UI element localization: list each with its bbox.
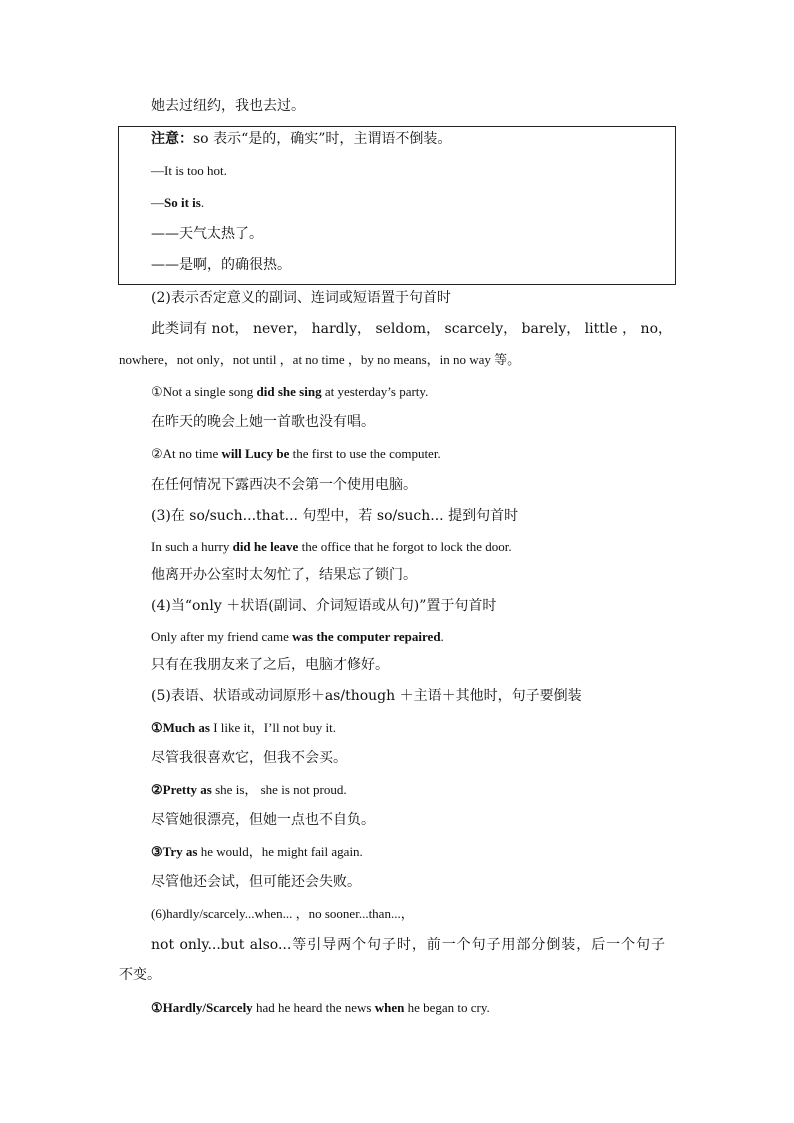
ex1-bold: did she sing (256, 384, 322, 399)
section6-line2: 不变。 (119, 967, 161, 983)
section5-example3-cn: 尽管他还会试，但可能还会失败。 (151, 874, 361, 890)
section6-line1: not only...but also...等引导两个句子时，前一个句子用部分倒装，后一个句子 (151, 937, 665, 953)
note-dialog-1: —It is too hot. (151, 163, 227, 178)
section5-title: (5)表语、状语或动词原形＋as/though ＋主语＋其他时，句子要倒装 (151, 688, 582, 704)
s4-suffix: . (440, 629, 444, 644)
section3-example (151, 538, 512, 556)
section2-example1 (151, 383, 428, 401)
ex2-prefix: ②At no time (151, 446, 222, 461)
section6-title: (6)hardly/scarcely...when... ，no sooner...than...， (151, 906, 414, 921)
s3-suffix: the office that he forgot to lock the door. (298, 539, 512, 554)
s3-prefix: In such a hurry (151, 539, 233, 554)
note-dialog-2 (151, 194, 204, 212)
section4-example (151, 628, 444, 646)
note-dialog-2-dash: — (151, 195, 164, 210)
section3-example-cn: 他离开办公室时太匆忙了，结果忘了锁门。 (151, 567, 417, 583)
note-dialog-2-bold: So it is (164, 195, 201, 210)
section5-example3 (151, 843, 363, 861)
s5-ex2-bold: ②Pretty as (151, 782, 212, 797)
note-label: 注意： (151, 131, 193, 147)
section6-example1 (151, 999, 490, 1017)
section2-example2-cn: 在任何情况下露西决不会第一个使用电脑。 (151, 477, 417, 493)
ex1-prefix: ①Not a single song (151, 384, 257, 399)
section2-line2: nowhere，not only，not until ，at no time ，by no means，in no way 等。 (119, 352, 521, 367)
section4-title: (4)当“only ＋状语(副词、介词短语或从句)”置于句首时 (151, 598, 497, 614)
s4-prefix: Only after my friend came (151, 629, 293, 644)
s5-ex1-suffix: I like it，I’ll not buy it. (209, 720, 336, 735)
section3-title: (3)在 so/such...that... 句型中，若 so/such... 提到句首时 (151, 508, 519, 524)
section2-title: (2)表示否定意义的副词、连词或短语置于句首时 (151, 290, 451, 306)
s4-bold: was the computer repaired (292, 629, 441, 644)
s5-ex2-suffix: she is， she is not proud. (211, 782, 347, 797)
section2-example2 (151, 445, 441, 463)
section5-example2-cn: 尽管她很漂亮，但她一点也不自负。 (151, 812, 375, 828)
s6-ex1-bold-a: ①Hardly/Scarcely (151, 1000, 253, 1015)
note-title (151, 130, 451, 148)
s3-bold: did he leave (232, 539, 299, 554)
ex2-bold: will Lucy be (221, 446, 290, 461)
section5-example2 (151, 781, 347, 799)
section4-example-cn: 只有在我朋友来了之后，电脑才修好。 (151, 657, 389, 673)
intro-text: 她去过纽约，我也去过。 (151, 98, 305, 114)
s6-ex1-mid: had he heard the news (252, 1000, 375, 1015)
ex1-suffix: at yesterday’s party. (321, 384, 429, 399)
s5-ex3-bold: ③Try as (151, 844, 198, 859)
s6-ex1-suffix: he began to cry. (404, 1000, 490, 1015)
section5-example1-cn: 尽管我很喜欢它，但我不会买。 (151, 750, 347, 766)
s6-ex1-bold-b: when (374, 1000, 405, 1015)
note-text: so 表示“是的，确实”时，主谓语不倒装。 (193, 131, 452, 147)
section2-example1-cn: 在昨天的晚会上她一首歌也没有唱。 (151, 414, 375, 430)
section2-line1: 此类词有 not， never， hardly， seldom， scarcely， barely， little ， no， (151, 321, 672, 337)
note-cn-1: ——天气太热了。 (151, 226, 263, 242)
note-dialog-2-end: . (200, 195, 205, 210)
section5-example1 (151, 719, 336, 737)
s5-ex3-suffix: he would，he might fail again. (197, 844, 363, 859)
note-cn-2: ——是啊，的确很热。 (151, 257, 291, 273)
s5-ex1-bold: ①Much as (151, 720, 210, 735)
ex2-suffix: the first to use the computer. (289, 446, 441, 461)
